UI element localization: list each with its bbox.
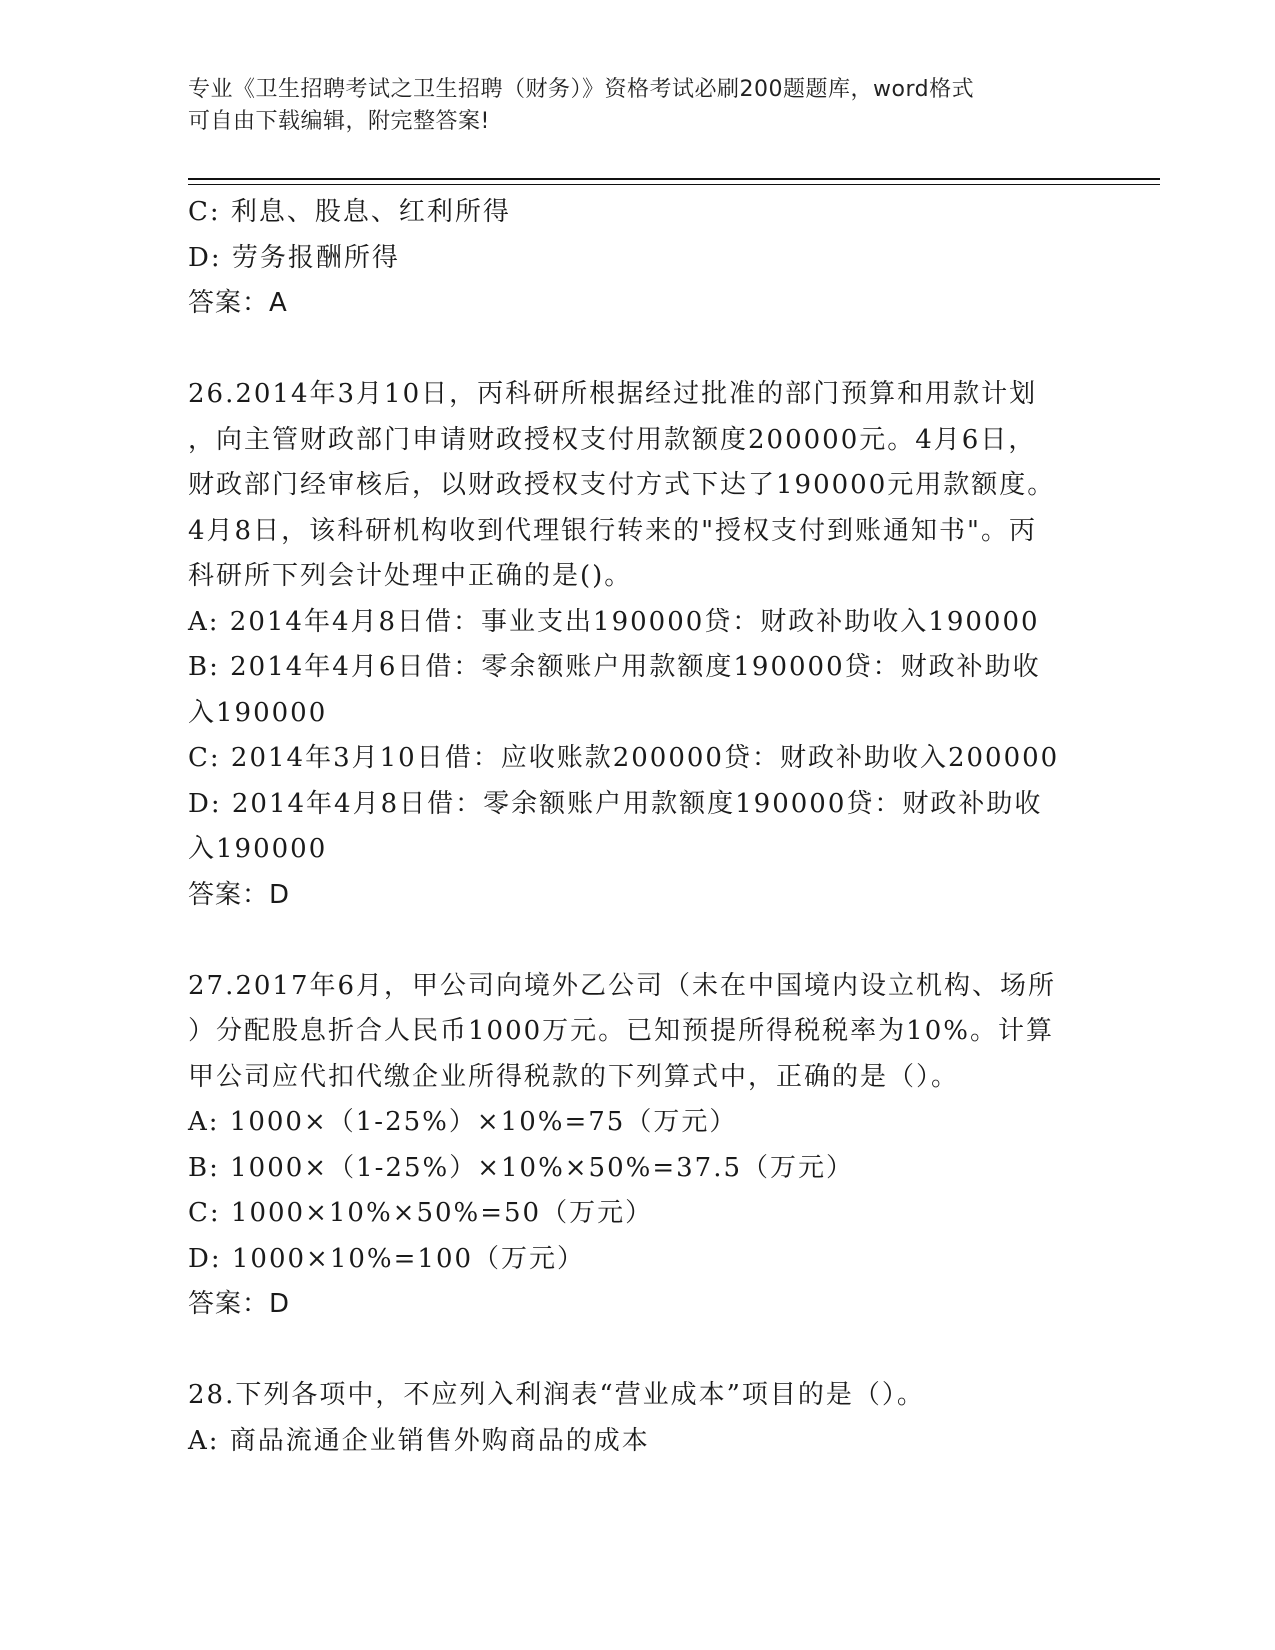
question-content	[188, 190, 1088, 1464]
q25-answer: 答案：A	[188, 288, 288, 318]
spacer	[188, 1328, 1088, 1374]
q26-option-c: C: 2014年3月10日借：应收账款200000贷：财政补助收入200000	[188, 743, 1060, 773]
q27-option-a: A: 1000×（1-25%）×10%=75（万元）	[188, 1107, 738, 1137]
q27-option-d: D: 1000×10%=100（万元）	[188, 1243, 586, 1274]
q26-stem-line: ，向主管财政部门申请财政授权支付用款额度200000元。4月6日，	[188, 424, 1037, 455]
q26-option-b: B: 2014年4月6日借：零余额账户用款额度190000贷：财政补助收	[188, 652, 1041, 682]
document-header	[188, 74, 1088, 138]
q27-stem-line: ）分配股息折合人民币1000万元。已知预提所得税税率为10%。计算	[188, 1016, 1054, 1046]
q26-stem-line: 26.2014年3月10日，丙科研所根据经过批准的部门预算和用款计划	[188, 379, 1038, 409]
q25-option-c: C: 利息、股息、红利所得	[188, 197, 511, 227]
q27-option-c: C: 1000×10%×50%=50（万元）	[188, 1198, 654, 1228]
header-title-line-2: 可自由下载编辑，附完整答案!	[188, 109, 490, 134]
q26-stem-line: 4月8日，该科研机构收到代理银行转来的"授权支付到账通知书"。丙	[188, 515, 1038, 546]
spacer	[188, 327, 1088, 373]
q27-stem-line: 甲公司应代扣代缴企业所得税款的下列算式中，正确的是（）。	[188, 1061, 960, 1092]
q26-stem-line: 科研所下列会计处理中正确的是()。	[188, 561, 633, 591]
q26-answer: 答案：D	[188, 879, 291, 910]
header-divider-thick	[188, 178, 1160, 180]
q27-answer: 答案：D	[188, 1289, 291, 1319]
q28-stem: 28.下列各项中，不应列入利润表“营业成本”项目的是（）。	[188, 1380, 925, 1410]
q26-stem-line: 财政部门经审核后，以财政授权支付方式下达了190000元用款额度。	[188, 470, 1056, 500]
q26-option-d: D: 2014年4月8日借：零余额账户用款额度190000贷：财政补助收	[188, 788, 1043, 819]
spacer	[188, 918, 1088, 964]
q27-option-b: B: 1000×（1-25%）×10%×50%=37.5（万元）	[188, 1152, 855, 1183]
q25-option-d: D: 劳务报酬所得	[188, 242, 400, 273]
q27-stem-line: 27.2017年6月，甲公司向境外乙公司（未在中国境内设立机构、场所	[188, 970, 1057, 1001]
header-divider-thin	[188, 184, 1160, 185]
q28-option-a: A: 商品流通企业销售外购商品的成本	[188, 1425, 650, 1456]
q26-option-d-continued: 入190000	[188, 834, 328, 864]
q26-option-b-continued: 入190000	[188, 697, 328, 728]
header-title-line-1: 专业《卫生招聘考试之卫生招聘（财务）》资格考试必刷200题题库，word格式	[188, 77, 975, 102]
q26-option-a: A: 2014年4月8日借：事业支出190000贷：财政补助收入190000	[188, 606, 1040, 637]
